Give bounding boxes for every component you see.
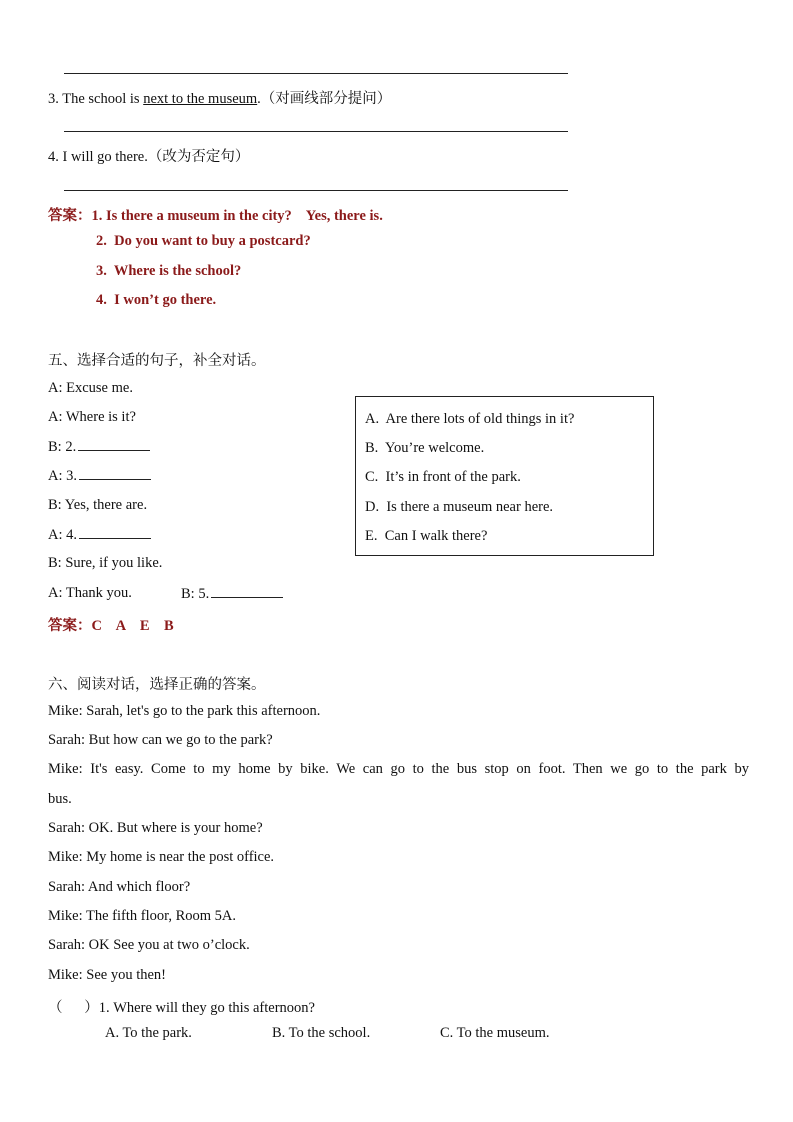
answer-line — [64, 73, 568, 74]
blank-field[interactable] — [79, 526, 151, 539]
dialogue-line: B: 2. — [48, 439, 77, 455]
choice-a: A. To the park. — [105, 1025, 192, 1041]
option-d: D. Is there a museum near here. — [365, 499, 554, 515]
dialogue-line: Sarah: And which floor? — [48, 879, 191, 895]
dialogue-line: A: Thank you. — [48, 585, 132, 601]
answer-item: 2. Do you want to buy a postcard? — [96, 233, 311, 249]
answer-item: 1. Is there a museum in the city? Yes, there is. — [91, 208, 383, 224]
answers-4-line-1 — [48, 204, 383, 225]
question-text: 1. Where will they go this afternoon? — [98, 1000, 315, 1016]
dialogue-line: Mike: It's easy. Come to my home by bike. We can go to the bus stop on foot. Then we go to the park by — [48, 761, 749, 777]
answers-label: 答案： — [48, 618, 92, 634]
question-6-1 — [48, 996, 315, 1017]
answers-label: 答案： — [48, 208, 92, 224]
dialogue-line: Sarah: OK. But where is your home? — [48, 820, 263, 836]
answer-item: 3. Where is the school? — [96, 263, 242, 279]
blank-field[interactable] — [79, 467, 151, 480]
dialogue-line: Mike: See you then! — [48, 967, 166, 983]
dialogue-line: Mike: Sarah, let's go to the park this afternoon. — [48, 703, 321, 719]
option-a: A. Are there lots of old things in it? — [365, 411, 575, 427]
section-6-title: 六、阅读对话，选择正确的答案。 — [48, 677, 266, 693]
question-4: 4. I will go there.（改为否定句） — [48, 149, 250, 165]
dialogue-line-blank — [48, 526, 151, 544]
answer-parenthesis[interactable]: （ ） — [48, 1000, 99, 1016]
section-5-title: 五、选择合适的句子，补全对话。 — [48, 353, 266, 369]
option-c: C. It’s in front of the park. — [365, 469, 521, 485]
dialogue-line-blank — [181, 585, 283, 603]
dialogue-line-blank — [48, 438, 150, 456]
options-box — [355, 396, 654, 556]
blank-field[interactable] — [78, 438, 150, 451]
dialogue-line: A: Where is it? — [48, 409, 136, 425]
dialogue-line: Sarah: OK See you at two o’clock. — [48, 937, 250, 953]
answer-values: C A E B — [91, 618, 174, 634]
blank-field[interactable] — [211, 585, 283, 598]
answer-line — [64, 190, 568, 191]
dialogue-line: A: Excuse me. — [48, 380, 133, 396]
dialogue-line: A: 4. — [48, 527, 77, 543]
dialogue-line: Mike: My home is near the post office. — [48, 849, 275, 865]
option-e: E. Can I walk there? — [365, 528, 488, 544]
option-b: B. You’re welcome. — [365, 440, 485, 456]
choice-b: B. To the school. — [272, 1025, 371, 1041]
answers-5 — [48, 614, 174, 635]
dialogue-line: B: Yes, there are. — [48, 497, 148, 513]
answer-line — [64, 131, 568, 132]
choice-c: C. To the museum. — [440, 1025, 550, 1041]
answer-item: 4. I won’t go there. — [96, 292, 217, 308]
dialogue-line: A: 3. — [48, 468, 77, 484]
question-3-number: 3. — [48, 91, 59, 107]
dialogue-line: B: Sure, if you like. — [48, 555, 163, 571]
dialogue-line: Sarah: But how can we go to the park? — [48, 732, 273, 748]
question-3-underlined: next to the museum — [143, 91, 258, 107]
question-3 — [48, 87, 391, 108]
dialogue-line: Mike: The fifth floor, Room 5A. — [48, 908, 237, 924]
dialogue-line-blank — [48, 467, 151, 485]
dialogue-line: B: 5. — [181, 586, 210, 602]
dialogue-line: bus. — [48, 791, 72, 807]
question-3-prefix: The school is — [62, 91, 140, 107]
question-3-suffix: .（对画线部分提问） — [257, 91, 392, 107]
